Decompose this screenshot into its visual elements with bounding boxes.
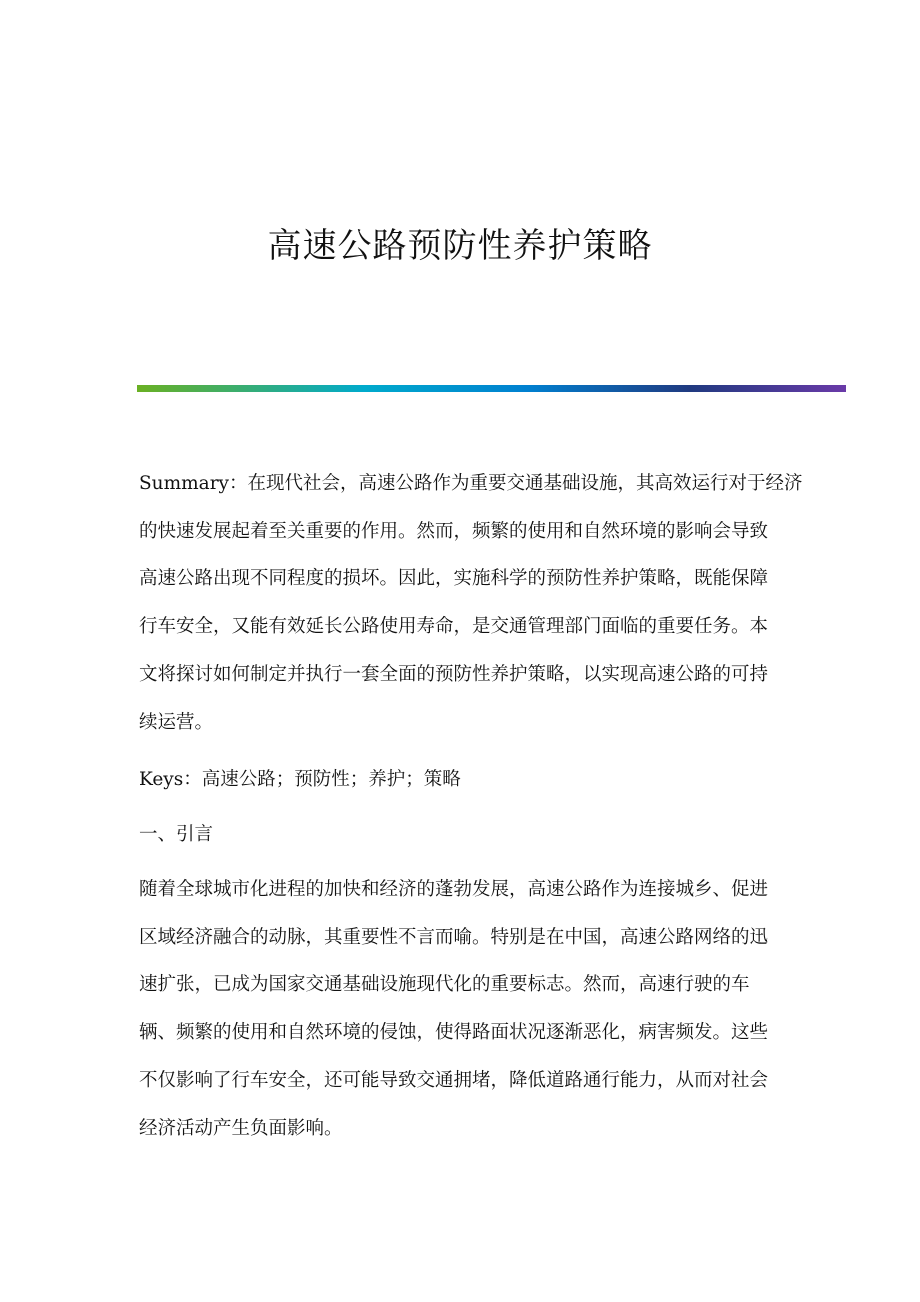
summary-line: 的快速发展起着至关重要的作用。然而，频繁的使用和自然环境的影响会导致 [139,520,769,542]
intro-line: 随着全球城市化进程的加快和经济的蓬勃发展，高速公路作为连接城乡、促进 [139,879,769,900]
summary-line: 高速公路出现不同程度的损坏。因此，实施科学的预防性养护策略，既能保障 [139,568,769,590]
summary-line: 文将探讨如何制定并执行一套全面的预防性养护策略，以实现高速公路的可持 [139,663,769,685]
intro-line: 不仅影响了行车安全，还可能导致交通拥堵，降低道路通行能力，从而对社会 [139,1069,769,1091]
section-heading-text: 一、引言 [139,824,214,845]
intro-line: 速扩张，已成为国家交通基础设施现代化的重要标志。然而，高速行驶的车 [139,974,750,996]
intro-line: 区域经济融合的动脉，其重要性不言而喻。特别是在中国，高速公路网络的迅 [139,926,769,948]
summary-line: 续运营。 [139,711,214,733]
summary-line: Summary：在现代社会，高速公路作为重要交通基础设施，其高效运行对于经济 [139,473,803,494]
keywords [139,756,839,804]
section-heading [139,811,839,859]
summary-line: 行车安全，又能有效延长公路使用寿命，是交通管理部门面临的重要任务。本 [139,616,769,638]
keywords-text: Keys：高速公路；预防性；养护；策略 [139,769,461,790]
document-title: 高速公路预防性养护策略 [267,226,653,266]
gradient-divider [137,385,846,392]
intro-line: 经济活动产生负面影响。 [139,1117,343,1139]
intro-paragraph [139,866,839,1152]
intro-line: 辆、频繁的使用和自然环境的侵蚀，使得路面状况逐渐恶化，病害频发。这些 [139,1022,769,1044]
summary-paragraph [139,460,839,746]
